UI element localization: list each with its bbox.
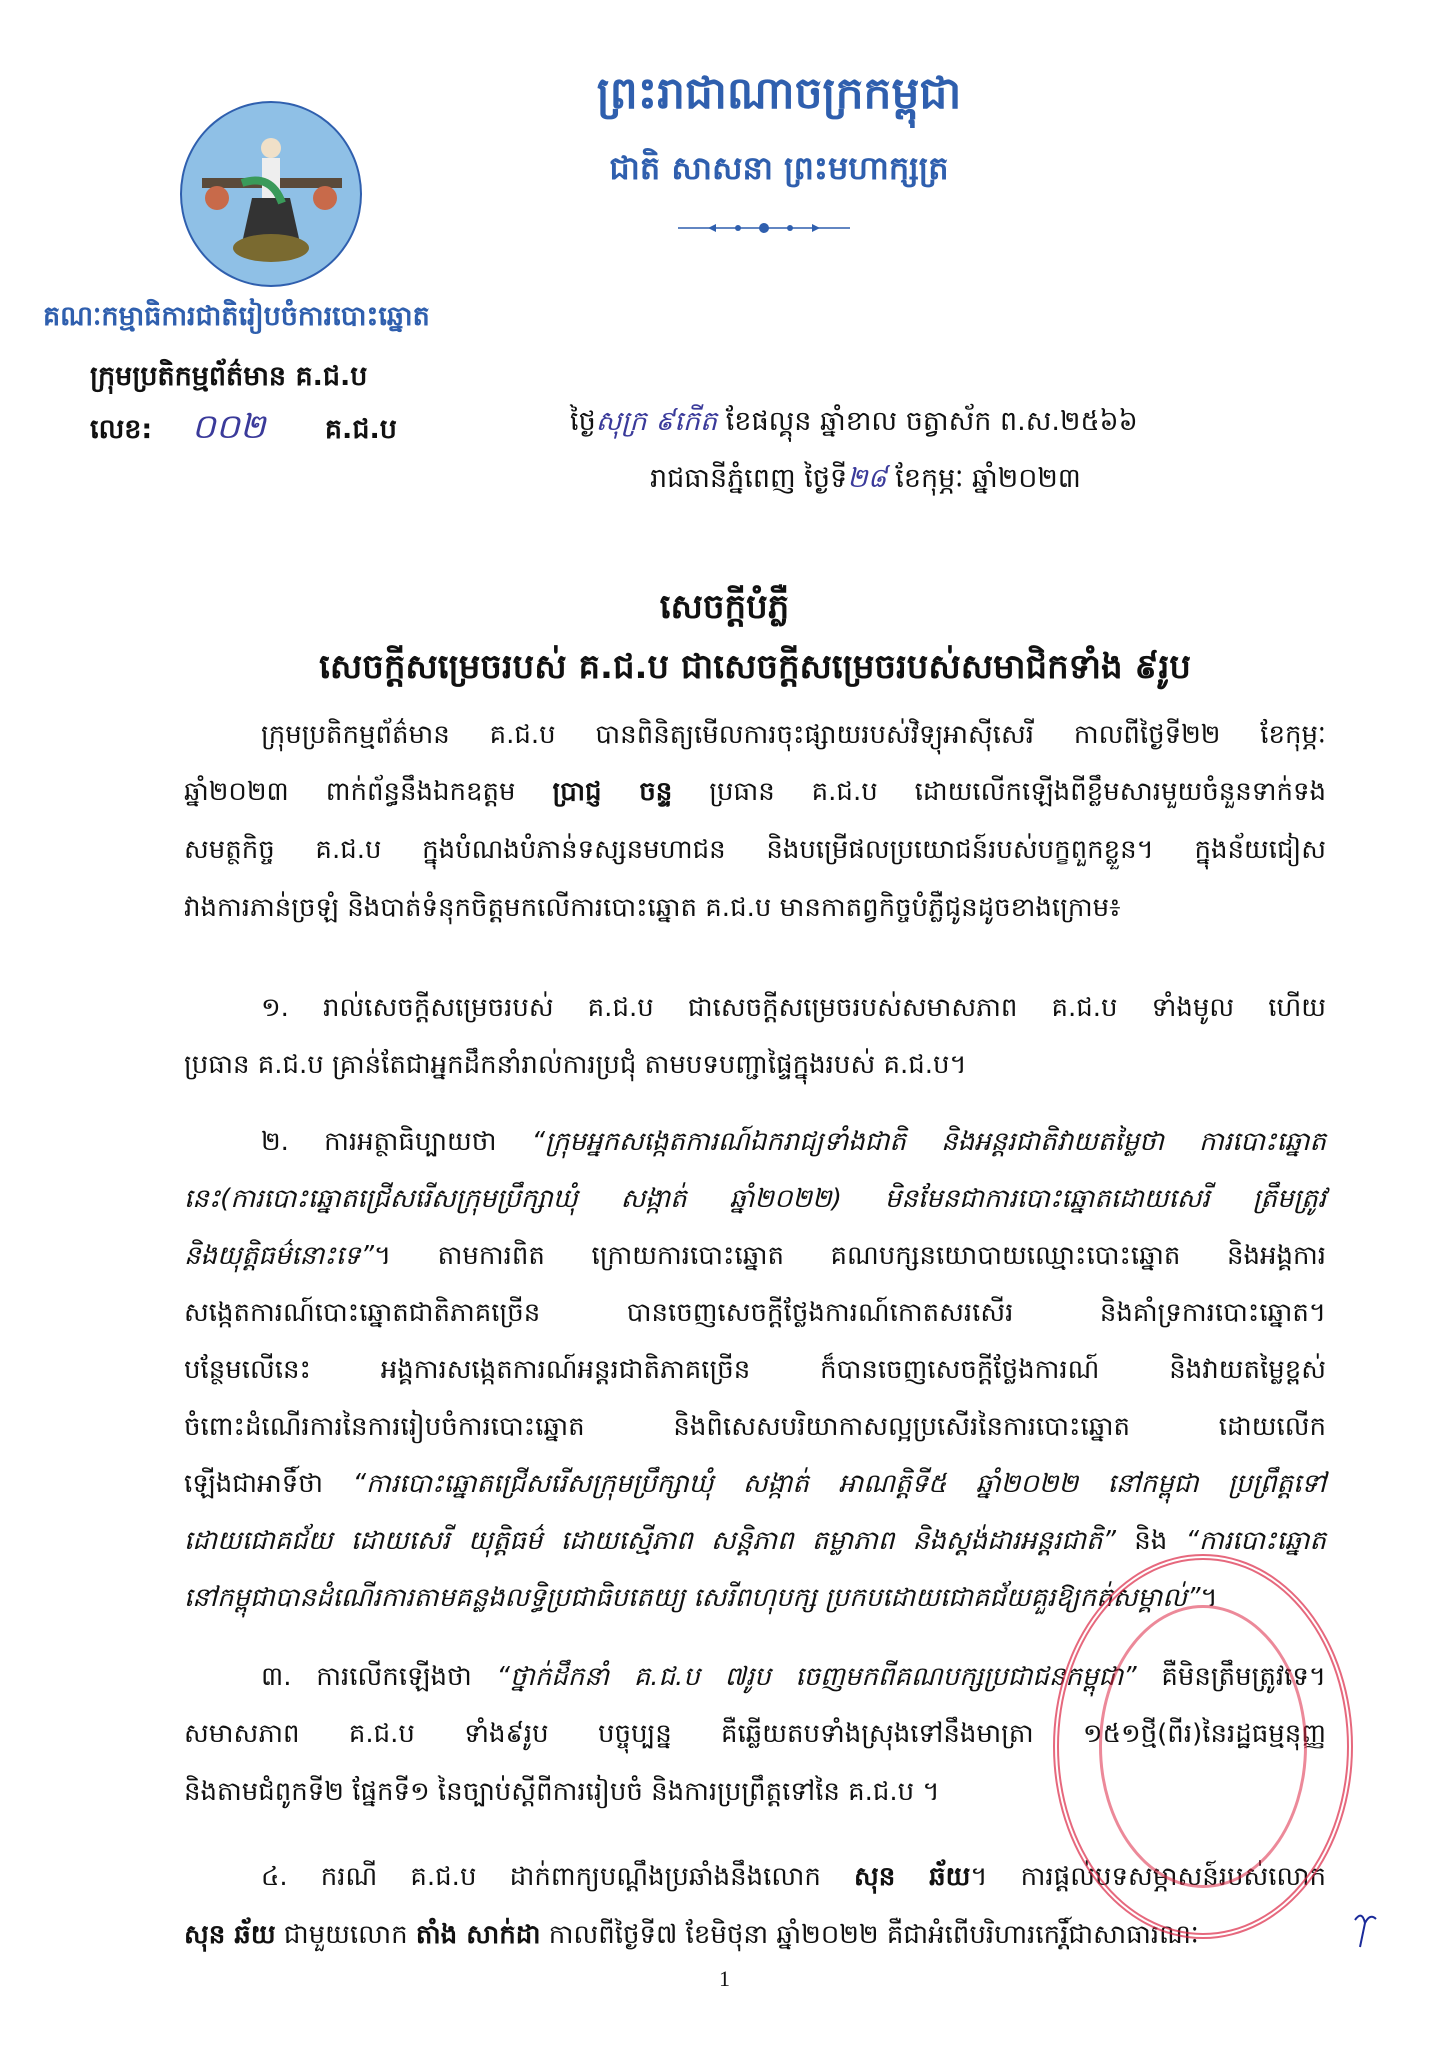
ornament-divider-icon — [678, 220, 850, 234]
quoted-text: ដោយជោគជ័យ ដោយសេរី យុត្តិធម៌ ដោយស្មើភាព សន្តិភាព តម្លាភាព និងស្តង់ដារអន្តរជាតិ” — [184, 1526, 1116, 1556]
organization-name: គណៈកម្មាធិការជាតិរៀបចំការបោះឆ្នោត — [43, 301, 430, 332]
body-text: ៣. ការលើកឡើងថា — [261, 1662, 497, 1692]
body-text: ៤. ករណី គ.ជ.ប ដាក់ពាក្យបណ្តឹងប្រឆាំងនឹងលោក — [261, 1862, 854, 1892]
paragraph-1-line — [184, 830, 1326, 870]
quoted-text: និងយុត្តិធម៌នោះទេ” — [184, 1241, 374, 1271]
body-text: ១. រាល់សេចក្តីសម្រេចរបស់ គ.ជ.ប ជាសេចក្តីសម្រេចរបស់សមាសភាព គ.ជ.ប ទាំងមូល ហើយ — [261, 993, 1326, 1023]
body-text: ឡើងជាអាទិ៍ថា — [184, 1469, 353, 1499]
body-text: កាលពីថ្ងៃទី៧ ខែមិថុនា ឆ្នាំ២០២២ គឺជាអំពើបរិហារកេរ្តិ៍ជាសាធារណៈ — [540, 1920, 1199, 1950]
quoted-text: “ការបោះឆ្នោត — [1185, 1526, 1326, 1556]
body-text: ចំពោះដំណើរការនៃការរៀបចំការបោះឆ្នោត និងពិសេសបរិយាកាសល្អប្រសើរនៃការបោះឆ្នោត ដោយលើក — [184, 1412, 1326, 1442]
paragraph-3-line — [184, 1350, 1326, 1390]
kingdom-heading: ព្រះរាជាណាចក្រកម្ពុជា — [596, 68, 962, 119]
quoted-text: “ថ្នាក់ដឹកនាំ គ.ជ.ប ៧រូប ចេញមកពីគណបក្សប្រជាជនកម្ពុជា” — [496, 1662, 1137, 1692]
body-text: ។ — [1200, 1583, 1218, 1613]
paragraph-3-line — [184, 1293, 1326, 1333]
paragraph-2-line — [184, 1045, 1326, 1085]
signature-initial-icon — [1350, 1905, 1380, 1950]
ref-number-handwritten: ០០២ — [191, 407, 266, 447]
body-text: ឆ្នាំ២០២៣ ពាក់ព័ន្ធនឹងឯកឧត្តម — [184, 777, 553, 807]
lunar-date-prefix: ថ្ងៃ — [570, 406, 596, 437]
paragraph-2-line — [261, 988, 1326, 1028]
lunar-date-rest: ខែផល្គុន ឆ្នាំខាល ចត្វាស័ក ព.ស.២៥៦៦ — [717, 406, 1138, 437]
body-text: ជាមួយលោក — [275, 1920, 416, 1950]
person-name: ប្រាជ្ញ ចន្ទ — [552, 777, 673, 807]
person-name: សុន ឆ័យ — [853, 1862, 971, 1892]
date-day-handwritten: ២៨ — [847, 463, 887, 494]
paragraph-3-line — [184, 1407, 1326, 1447]
lunar-date-handwritten: សុក្រ ៩កើត — [595, 406, 718, 437]
lunar-date — [570, 405, 1138, 444]
date-prefix: រាជធានីភ្នំពេញ ថ្ងៃទី — [650, 463, 848, 494]
quoted-text: នៅកម្ពុជាបានដំណើរការតាមគន្លងលទ្ធិប្រជាធិបតេយ្យ សេរីពហុបក្ស ប្រកបដោយជោគជ័យគួរឱ្យកត់សម្គាល់” — [184, 1583, 1201, 1613]
body-text: សង្កេតការណ៍បោះឆ្នោតជាតិភាគច្រើន បានចេញសេចក្តីថ្លែងការណ៍កោតសរសើរ និងគាំទ្រការបោះឆ្នោត។ — [184, 1298, 1326, 1328]
paragraph-3-line — [184, 1179, 1326, 1219]
body-text: ២. ការអត្ថាធិប្បាយថា — [261, 1127, 532, 1157]
paragraph-3-line — [184, 1521, 1326, 1561]
body-text: ប្រធាន គ.ជ.ប ដោយលើកឡើងពីខ្លឹមសារមួយចំនួនទាក់ទង — [672, 777, 1326, 807]
paragraph-3-line — [184, 1464, 1326, 1504]
body-text: សមាសភាព គ.ជ.ប ទាំង៩រូប បច្ចុប្បន្ន គឺឆ្លើយតបទាំងស្រុងទៅនឹងមាត្រា ១៥១ថ្មី(ពីរ)នៃរដ្ឋធម្មនុញ្ញ — [184, 1719, 1326, 1749]
department-name: ក្រុមប្រតិកម្មព័ត៌មាន គ.ជ.ប — [90, 361, 368, 392]
gregorian-date — [650, 462, 1081, 501]
paragraph-1-line — [184, 888, 1326, 928]
quoted-text: នេះ(ការបោះឆ្នោតជ្រើសរើសក្រុមប្រឹក្សាឃុំ សង្កាត់ ឆ្នាំ២០២២) មិនមែនជាការបោះឆ្នោតដោយសេរី ត្រឹមត្រូវ — [184, 1184, 1326, 1214]
body-text: គឺមិនត្រឹមត្រូវទេ។ — [1136, 1662, 1326, 1692]
body-text: ប្រធាន គ.ជ.ប គ្រាន់តែជាអ្នកដឹកនាំរាល់ការប្រជុំ តាមបទបញ្ជាផ្ទៃក្នុងរបស់ គ.ជ.ប។ — [184, 1050, 967, 1080]
official-seal-stamp — [1053, 1554, 1353, 1939]
nec-logo — [180, 101, 362, 287]
quoted-text: “ក្រុមអ្នកសង្កេតការណ៍ឯករាជ្យទាំងជាតិ និងអន្តរជាតិវាយតម្លៃថា ការបោះឆ្នោត — [531, 1127, 1326, 1157]
page-number: 1 — [719, 1966, 730, 1991]
ref-suffix: គ.ជ.ប — [324, 414, 397, 445]
national-motto: ជាតិ សាសនា ព្រះមហាក្សត្រ — [609, 149, 949, 187]
body-text: ។ តាមការពិត ក្រោយការបោះឆ្នោត គណបក្សនយោបាយឈ្មោះបោះឆ្នោត និងអង្គការ — [373, 1241, 1326, 1271]
body-text: ។ ការផ្តល់បទសម្ភាសន៍របស់លោក — [970, 1862, 1327, 1892]
quoted-text: “ការបោះឆ្នោតជ្រើសរើសក្រុមប្រឹក្សាឃុំ សង្កាត់ អាណត្តិទី៥ ឆ្នាំ២០២២ នៅកម្ពុជា ប្រព្រឹត្តទៅ — [352, 1469, 1326, 1499]
person-name: តាំង សាក់ដា — [415, 1920, 541, 1950]
paragraph-1-line — [261, 715, 1326, 755]
document-subtitle: សេចក្តីសម្រេចរបស់ គ.ជ.ប ជាសេចក្តីសម្រេចរបស់សមាជិកទាំង ៩រូប — [319, 647, 1191, 687]
body-text: បន្ថែមលើនេះ អង្គការសង្កេតការណ៍អន្តរជាតិភាគច្រើន ក៏បានចេញសេចក្តីថ្លែងការណ៍ និងវាយតម្លៃខ្ពស់ — [184, 1355, 1326, 1385]
document-title: សេចក្តីបំភ្លឺ — [659, 587, 790, 627]
body-text: និង — [1115, 1526, 1186, 1556]
reference-number — [90, 405, 397, 455]
body-text: និងតាមជំពូកទី២ ផ្នែកទី១ នៃច្បាប់ស្តីពីការរៀបចំ និងការប្រព្រឹត្តទៅនៃ គ.ជ.ប ។ — [184, 1777, 940, 1807]
ref-label: លេខ: — [90, 414, 153, 445]
body-text: ក្រុមប្រតិកម្មព័ត៌មាន គ.ជ.ប បានពិនិត្យមើលការចុះផ្សាយរបស់វិទ្យុអាស៊ីសេរី កាលពីថ្ងៃទី២២ ខែកុម្ភៈ — [261, 720, 1326, 750]
paragraph-3-line — [261, 1122, 1326, 1162]
body-text: វាងការភាន់ច្រឡំ និងបាត់ទំនុកចិត្តមកលើការបោះឆ្នោត គ.ជ.ប មានកាតព្វកិច្ចបំភ្លឺជូនដូចខាងក្រោម៖ — [184, 893, 1121, 923]
paragraph-1-line — [184, 772, 1326, 812]
body-text: សមត្ថកិច្ច គ.ជ.ប ក្នុងបំណងបំភាន់ទស្សនមហាជន និងបម្រើផលប្រយោជន៍របស់បក្ខពួកខ្លួន។ ក្នុងន័យជៀស — [184, 835, 1326, 865]
person-name: សុន ឆ័យ — [184, 1920, 276, 1950]
paragraph-3-line — [184, 1236, 1326, 1276]
date-rest: ខែកុម្ភៈ ឆ្នាំ២០២៣ — [886, 463, 1081, 494]
logo-emblem-icon — [182, 103, 360, 285]
